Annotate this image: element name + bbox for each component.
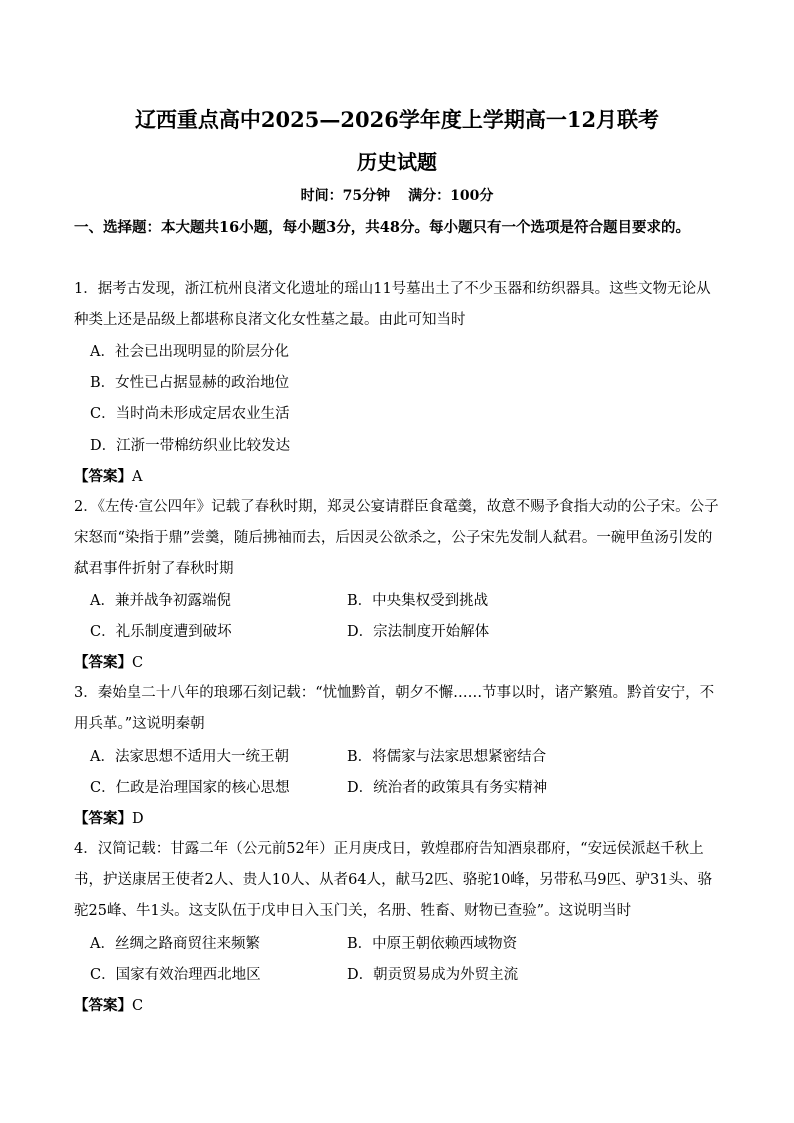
exam-score: 满分：100分 [408, 188, 494, 204]
question-2-answer [74, 653, 143, 673]
question-4-option-a: A．丝绸之路商贸往来频繁 [90, 936, 260, 952]
answer-value: D [132, 811, 144, 827]
question-1-answer [74, 467, 142, 487]
question-4-option-d: D．朝贡贸易成为外贸主流 [347, 967, 519, 983]
question-3-stem: 3．秦始皇二十八年的琅琊石刻记载：“忧恤黔首，朝夕不懈……节事以时，诸产繁殖。黔首安宁，不用兵革。”这说明秦朝 [74, 685, 715, 732]
question-3-option-d: D．统治者的政策具有务实精神 [347, 780, 548, 796]
exam-title: 辽西重点高中2025—2026学年度上学期高一12月联考 [134, 107, 660, 132]
answer-value: C [132, 655, 144, 671]
question-4-option-c: C．国家有效治理西北地区 [90, 967, 261, 983]
question-1-option-b: B．女性已占据显赫的政治地位 [90, 375, 290, 391]
exam-subject: 历史试题 [357, 150, 437, 174]
question-1-option-a: A．社会已出现明显的阶层分化 [90, 344, 289, 360]
question-2-option-c: C．礼乐制度遭到破坏 [90, 624, 232, 640]
question-4-option-b: B．中原王朝依赖西域物资 [347, 936, 518, 952]
question-3-option-a: A．法家思想不适用大一统王朝 [90, 749, 289, 765]
exam-time: 时间：75分钟 [300, 188, 391, 204]
answer-label: 【答案】 [74, 997, 132, 1014]
question-1-stem: 1．据考古发现，浙江杭州良渚文化遗址的瑶山11号墓出土了不少玉器和纺织器具。这些文物无论从种类上还是品级上都堪称良渚文化女性墓之最。由此可知当时 [74, 281, 711, 328]
question-4-stem: 4．汉简记载：甘露二年（公元前52年）正月庚戌日，敦煌郡府告知酒泉郡府，“安远侯派赵千秋上书，护送康居王使者2人、贵人10人、从者64人，献马2匹、骆驼10峰，另带私马9匹、驴31头、骆驼25峰、牛1头。这支队伍于戊申日入玉门关，名册、牲畜、财物已查验”。这说明当时 [74, 841, 712, 919]
answer-label: 【答案】 [74, 810, 132, 827]
exam-meta [0, 185, 794, 205]
question-3-answer [74, 809, 144, 829]
question-2-stem: 2．《左传·宣公四年》记载了春秋时期，郑灵公宴请群臣食鼋羹，故意不赐予食指大动的公子宋。公子宋怒而“染指于鼎”尝羹，随后拂袖而去，后因灵公欲杀之，公子宋先发制人弑君。一碗甲鱼汤引发的弑君事件折射了春秋时期 [74, 499, 719, 577]
question-1-option-d: D．江浙一带棉纺织业比较发达 [90, 438, 291, 454]
question-2-option-a: A．兼并战争初露端倪 [90, 593, 231, 609]
question-1-option-c: C．当时尚未形成定居农业生活 [90, 406, 290, 422]
question-2-option-d: D．宗法制度开始解体 [347, 624, 490, 640]
section-heading: 一、选择题：本大题共16小题，每小题3分，共48分。每小题只有一个选项是符合题目要求的。 [74, 219, 690, 236]
answer-value: A [132, 469, 143, 485]
answer-label: 【答案】 [74, 654, 132, 671]
answer-label: 【答案】 [74, 468, 132, 485]
question-3-option-c: C．仁政是治理国家的核心思想 [90, 780, 290, 796]
question-3-option-b: B．将儒家与法家思想紧密结合 [347, 749, 547, 765]
question-2-option-b: B．中央集权受到挑战 [347, 593, 489, 609]
answer-value: C [132, 998, 144, 1014]
question-4-answer [74, 996, 143, 1016]
